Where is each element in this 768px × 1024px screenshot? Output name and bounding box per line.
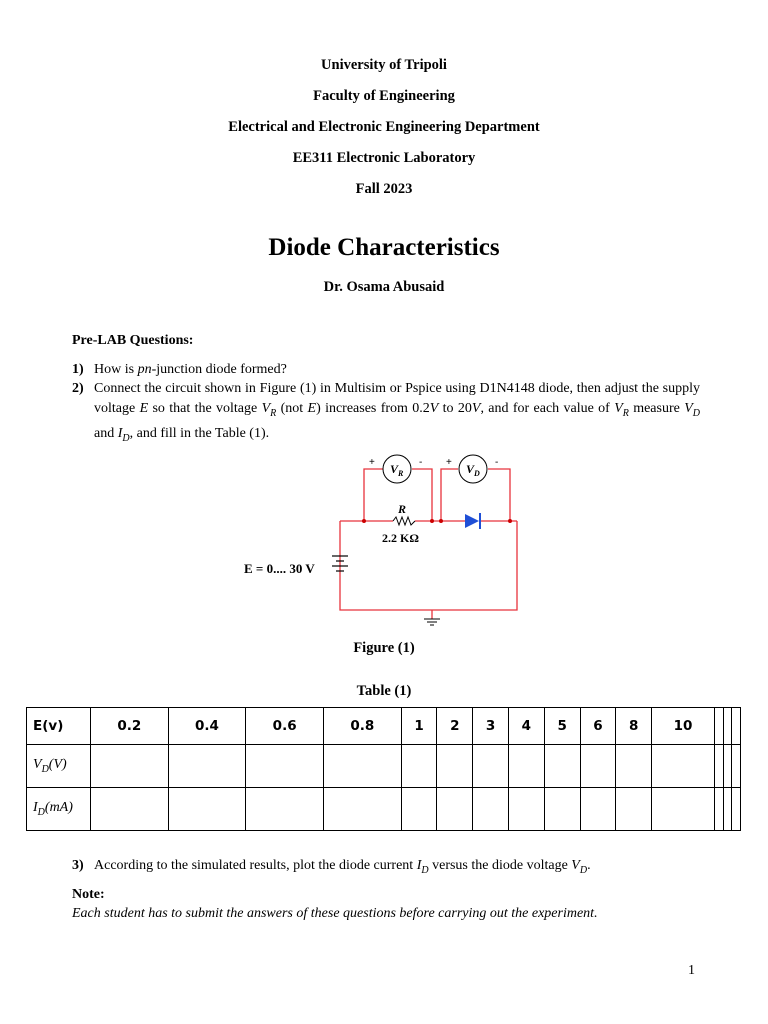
note-heading: Note: bbox=[72, 887, 105, 902]
circuit-wires bbox=[340, 469, 517, 619]
table-value-cell: 0.4 bbox=[168, 708, 246, 745]
page-number: 1 bbox=[688, 963, 695, 978]
source-label: E = 0.... 30 V bbox=[244, 561, 315, 576]
voltmeter-r-plus: + bbox=[369, 457, 375, 468]
question-3-text: According to the simulated results, plot the diode current $I_D$ versus the diode voltage $V_D$. bbox=[94, 858, 591, 876]
table-row-id bbox=[27, 788, 741, 831]
resistor-symbol bbox=[393, 517, 415, 525]
table-value-cell: 2 bbox=[437, 708, 473, 745]
table-row-vd-label: $V_D(V)$ bbox=[27, 745, 91, 788]
table-value-cell bbox=[714, 708, 723, 745]
question-1-text: How is pn-junction diode formed? bbox=[94, 362, 287, 377]
table-value-cell: 5 bbox=[544, 708, 580, 745]
voltmeter-d-minus: - bbox=[495, 457, 499, 468]
voltmeter-d-plus: + bbox=[446, 457, 452, 468]
faculty-name: Faculty of Engineering bbox=[313, 88, 455, 104]
table-value-cell: 10 bbox=[652, 708, 715, 745]
question-3-number: 3) bbox=[72, 858, 84, 873]
question-1-number: 1) bbox=[72, 362, 84, 377]
table-value-cell: 0.2 bbox=[91, 708, 169, 745]
course-name: EE311 Electronic Laboratory bbox=[292, 150, 476, 166]
diode-symbol bbox=[465, 514, 479, 528]
figure-caption: Figure (1) bbox=[353, 640, 415, 656]
voltmeter-r-label: $V_R$ bbox=[390, 462, 404, 478]
data-table bbox=[26, 707, 741, 831]
semester: Fall 2023 bbox=[355, 181, 413, 197]
question-2-text: Connect the circuit shown in Figure (1) in Multisim or Pspice using D1N4148 diode, then adjust the supply voltage E so that the voltage $V_R$ (not E) increases from 0.2V to 20V, and for each value of $V_R$ measure $V_D$ and $I_D$, and fill in the Table (1). bbox=[94, 381, 700, 444]
table-value-cell bbox=[732, 708, 741, 745]
table-value-cell: 8 bbox=[616, 708, 652, 745]
table-header-label: E(v) bbox=[27, 708, 91, 745]
page-title: Diode Characteristics bbox=[268, 234, 500, 261]
table-value-cell: 3 bbox=[473, 708, 509, 745]
table-value-cell bbox=[723, 708, 732, 745]
resistor-value: 2.2 KΩ bbox=[382, 531, 419, 545]
table-value-cell: 0.8 bbox=[323, 708, 401, 745]
voltmeter-d-label: $V_D$ bbox=[466, 462, 480, 478]
resistor-label: R bbox=[398, 502, 407, 516]
table-header-row bbox=[27, 708, 741, 745]
table-value-cell: 4 bbox=[508, 708, 544, 745]
author-name: Dr. Osama Abusaid bbox=[323, 279, 445, 295]
table-caption: Table (1) bbox=[356, 683, 412, 699]
university-name: University of Tripoli bbox=[321, 57, 447, 73]
table-value-cell: 1 bbox=[401, 708, 437, 745]
table-row-id-label: $I_D(mA)$ bbox=[27, 788, 91, 831]
table-value-cell: 6 bbox=[580, 708, 616, 745]
department-name: Electrical and Electronic Engineering Department bbox=[228, 119, 540, 135]
question-2-number: 2) bbox=[72, 381, 84, 396]
table-row-vd bbox=[27, 745, 741, 788]
voltmeter-r-minus: - bbox=[419, 457, 423, 468]
ground-symbol bbox=[424, 619, 440, 625]
prelab-heading: Pre-LAB Questions: bbox=[72, 333, 194, 348]
table-value-cell: 0.6 bbox=[246, 708, 324, 745]
note-text: Each student has to submit the answers of these questions before carrying out the experiment. bbox=[72, 906, 598, 921]
